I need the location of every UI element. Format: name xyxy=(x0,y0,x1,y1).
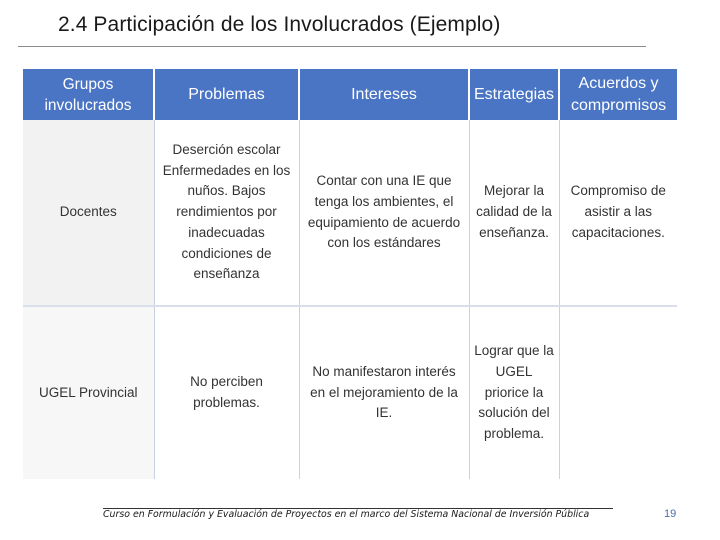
cell-acuerdos xyxy=(559,306,677,479)
cell-intereses: No manifestaron interés en el mejoramiento de la IE. xyxy=(299,306,469,479)
cell-estrategias: Mejorar la calidad de la enseñanza. xyxy=(469,120,559,306)
cell-problemas: Deserción escolar Enfermedades en los nuños. Bajos rendimientos por inadecuadas condiciones de enseñanza xyxy=(154,120,299,306)
header-estrategias: Estrategias xyxy=(469,69,559,120)
cell-grupo: UGEL Provincial xyxy=(23,306,154,479)
stakeholders-table xyxy=(23,69,677,479)
cell-problemas: No perciben problemas. xyxy=(154,306,299,479)
slide-title: 2.4 Participación de los Involucrados (Ejemplo) xyxy=(58,13,501,36)
footer-text: Curso en Formulación y Evaluación de Proyectos en el marco del Sistema Nacional de Inversión Pública xyxy=(103,509,590,520)
header-problemas: Problemas xyxy=(154,69,299,120)
cell-acuerdos: Compromiso de asistir a las capacitaciones. xyxy=(559,120,677,306)
header-intereses: Intereses xyxy=(299,69,469,120)
header-acuerdos: Acuerdos y compromisos xyxy=(559,69,677,120)
table-row xyxy=(23,120,677,306)
table-row xyxy=(23,306,677,479)
cell-estrategias: Lograr que la UGEL priorice la solución del problema. xyxy=(469,306,559,479)
cell-grupo: Docentes xyxy=(23,120,154,306)
header-grupos: Grupos involucrados xyxy=(23,69,154,120)
title-divider xyxy=(18,46,646,47)
page-number: 19 xyxy=(664,508,677,520)
table-header-row xyxy=(23,69,677,120)
cell-intereses: Contar con una IE que tenga los ambientes, el equipamiento de acuerdo con los estándares xyxy=(299,120,469,306)
